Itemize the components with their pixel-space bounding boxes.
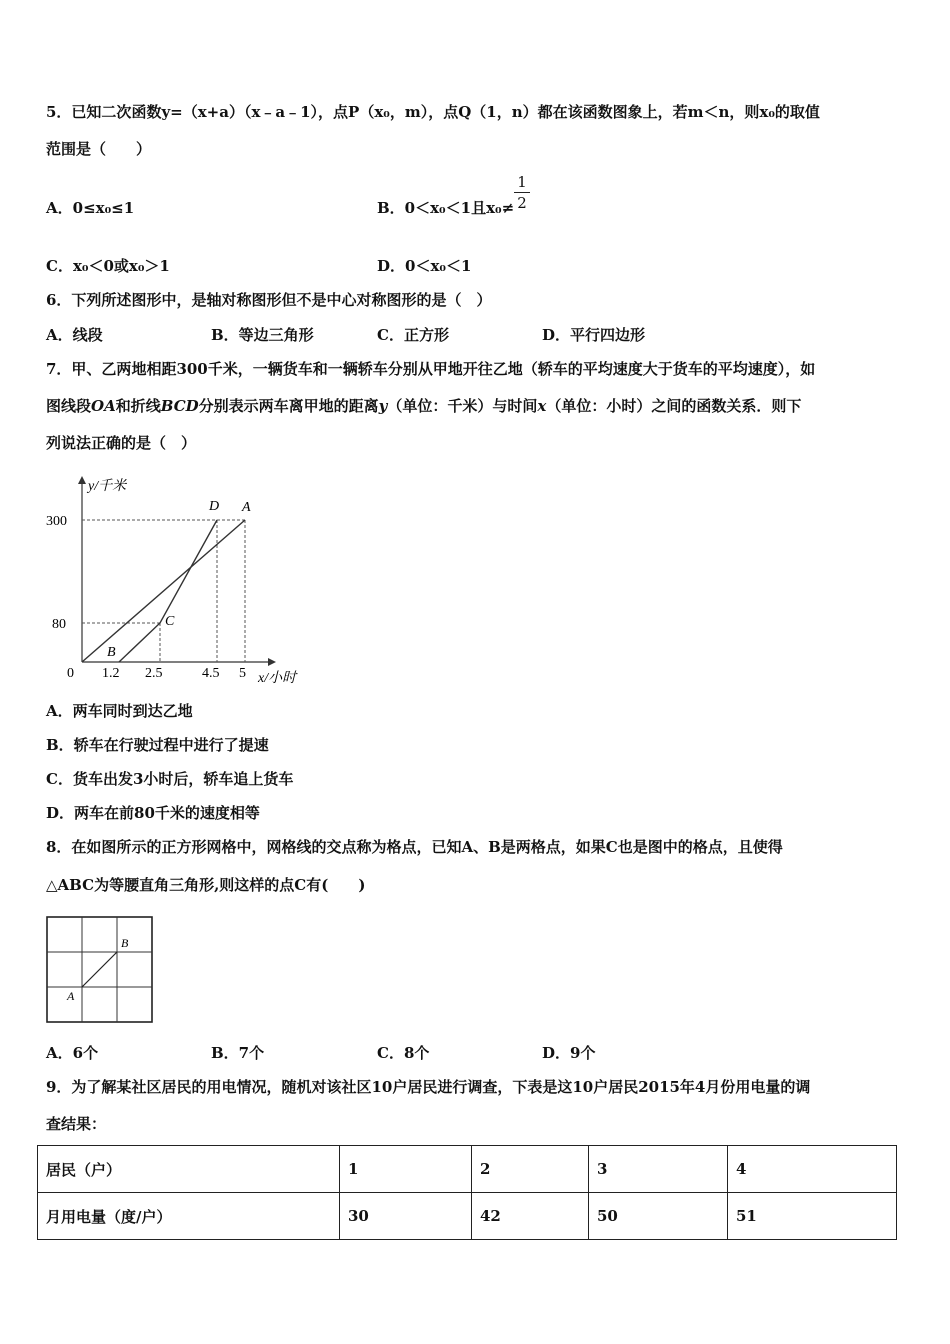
y-axis-label: y/千米: [88, 479, 127, 494]
q7-option-b[interactable]: B．轿车在行驶过程中进行了提速: [46, 736, 269, 754]
point-label-D: D: [209, 499, 220, 514]
table-row: [38, 1146, 897, 1193]
q6-option-c[interactable]: C．正方形: [377, 326, 449, 344]
q8-option-d[interactable]: D．9个: [542, 1044, 596, 1062]
table-cell: 1: [340, 1146, 472, 1193]
q6-stem: 6．下列所述图形中，是轴对称图形但不是中心对称图形的是（ ）: [46, 291, 492, 309]
q5-option-b[interactable]: B．0＜x₀＜1且x₀≠: [377, 199, 515, 217]
y-axis-arrow-icon: [78, 476, 86, 484]
q5-option-b-fraction: [514, 173, 530, 212]
ytick-80: 80: [52, 617, 66, 632]
q8-option-a[interactable]: A．6个: [46, 1044, 99, 1062]
table-cell: 月用电量（度/户）: [38, 1193, 340, 1240]
x-axis-arrow-icon: [268, 658, 276, 666]
q5-stem-line1: 5．已知二次函数y=（x+a）（x﹣a﹣1），点P（x₀，m），点Q（1，n）都在该函数图象上，若m＜n，则x₀的取值: [46, 103, 820, 121]
q5-option-a[interactable]: A．0≤x₀≤1: [46, 199, 135, 217]
q7-distance-time-graph: [40, 470, 310, 690]
q8-stem-line1: 8．在如图所示的正方形网格中，网格线的交点称为格点，已知A、B是两格点，如果C也是图中的格点，且使得: [46, 838, 783, 856]
point-label-B: B: [107, 645, 116, 660]
polyline-BCD: [119, 520, 217, 662]
table-cell: 30: [340, 1193, 472, 1240]
table-cell: 居民（户）: [38, 1146, 340, 1193]
q7-stem-line3: 列说法正确的是（ ）: [46, 434, 197, 452]
point-label-C: C: [165, 614, 175, 629]
q5-option-d[interactable]: D．0＜x₀＜1: [377, 257, 472, 275]
fraction-denominator: 2: [517, 194, 527, 212]
table-cell: 4: [728, 1146, 897, 1193]
q9-stem-line1: 9．为了解某社区居民的用电情况，随机对该社区10户居民进行调查，下表是这10户居民2015年4月份用电量的调: [46, 1078, 811, 1096]
xtick-2.5: 2.5: [145, 666, 163, 681]
q6-option-a[interactable]: A．线段: [46, 326, 103, 344]
grid-point-label-B: B: [121, 936, 129, 950]
q9-stem-line2: 查结果：: [46, 1115, 107, 1133]
q9-electricity-table: [37, 1145, 897, 1240]
q6-option-d[interactable]: D．平行四边形: [542, 326, 646, 344]
q7-option-a[interactable]: A．两车同时到达乙地: [46, 702, 193, 720]
table-cell: 51: [728, 1193, 897, 1240]
table-cell: 50: [589, 1193, 728, 1240]
x-axis-label: x/小时: [258, 671, 297, 686]
table-cell: 3: [589, 1146, 728, 1193]
table-cell: 2: [472, 1146, 589, 1193]
segment-OA: [82, 520, 245, 662]
xtick-5: 5: [239, 666, 246, 681]
grid-point-label-A: A: [67, 989, 75, 1003]
ytick-300: 300: [46, 514, 67, 529]
q8-square-grid: [45, 915, 157, 1027]
q7-option-d[interactable]: D．两车在前80千米的速度相等: [46, 804, 260, 822]
xtick-4.5: 4.5: [202, 666, 220, 681]
q5-stem-line2: 范围是（ ）: [46, 140, 152, 158]
q8-stem-line2: △ABC为等腰直角三角形,则这样的点C有( ): [46, 876, 366, 894]
table-cell: 42: [472, 1193, 589, 1240]
q7-stem-line1: 7．甲、乙两地相距300千米，一辆货车和一辆轿车分别从甲地开往乙地（轿车的平均速度大于货车的平均速度），如: [46, 360, 816, 378]
fraction-numerator: 1: [517, 173, 527, 191]
xtick-0: 0: [67, 666, 74, 681]
q6-option-b[interactable]: B．等边三角形: [211, 326, 314, 344]
q7-option-c[interactable]: C．货车出发3小时后，轿车追上货车: [46, 770, 294, 788]
table-row: [38, 1193, 897, 1240]
xtick-1.2: 1.2: [102, 666, 120, 681]
segment-AB: [82, 952, 117, 987]
point-label-A: A: [242, 500, 251, 515]
q8-option-b[interactable]: B．7个: [211, 1044, 265, 1062]
q5-option-c[interactable]: C．x₀＜0或x₀＞1: [46, 257, 170, 275]
q8-option-c[interactable]: C．8个: [377, 1044, 430, 1062]
q7-stem-line2: 图线段OA和折线BCD分别表示两车离甲地的距离y（单位：千米）与时间x（单位：小时）之间的函数关系．则下: [46, 397, 802, 415]
